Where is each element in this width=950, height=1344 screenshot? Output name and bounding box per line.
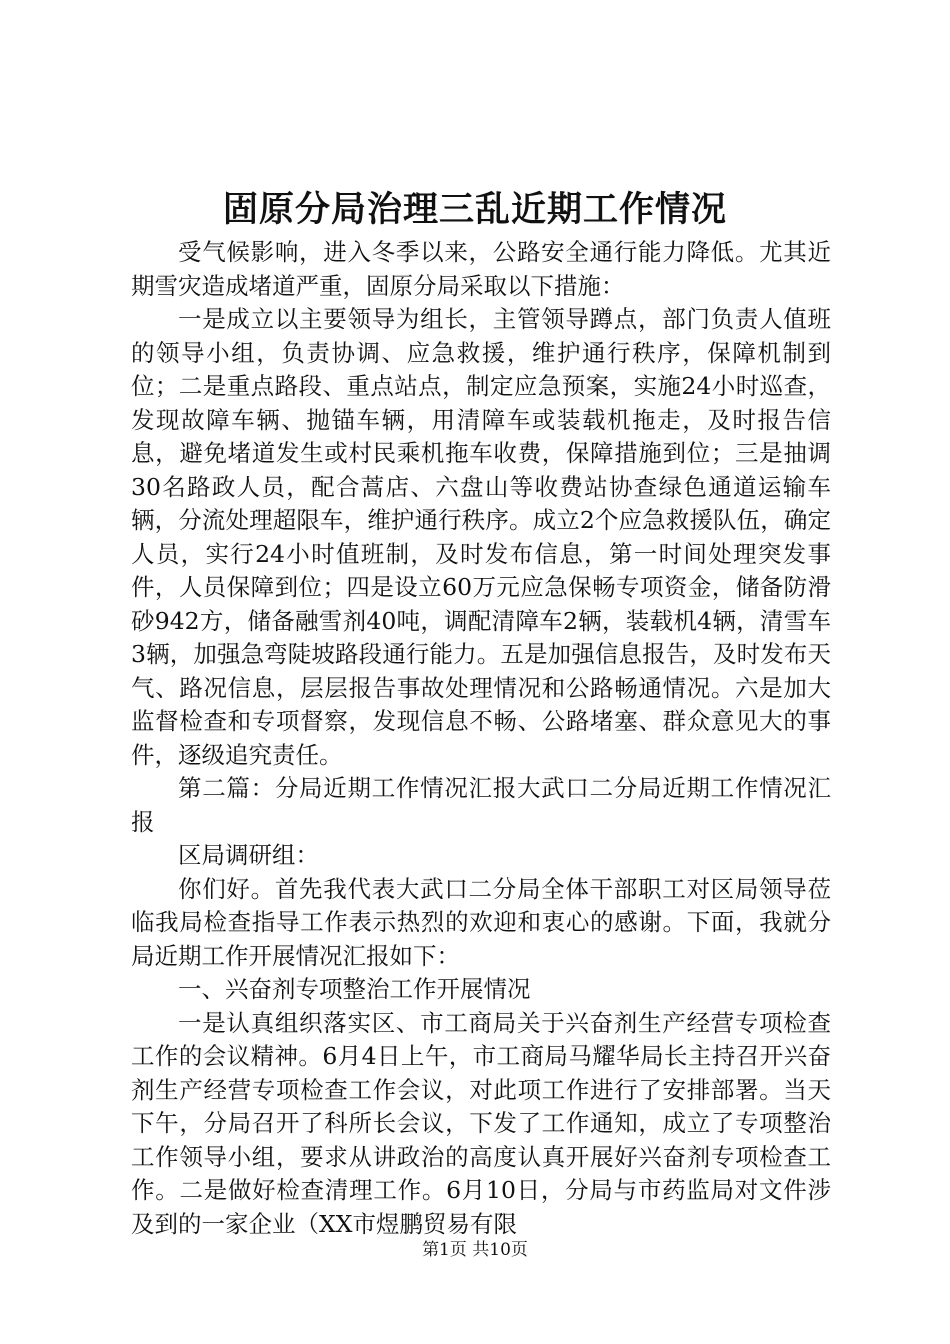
paragraph-greeting: 你们好。首先我代表大武口二分局全体干部职工对区局领导莅临我局检查指导工作表示热烈的欢迎和衷心的感谢。下面，我就分局近期工作开展情况汇报如下： [131,874,831,970]
paragraph-measures: 一是成立以主要领导为组长，主管领导蹲点，部门负责人值班的领导小组，负责协调、应急救援，维护通行秩序，保障机制到位；二是重点路段、重点站点，制定应急预案，实施24小时巡查，发现故障车辆、抛锚车辆，用清障车或装载机拖走，及时报告信息，避免堵道发生或村民乘机拖车收费，保障措施到位；三是抽调30名路政人员，配合蒿店、六盘山等收费站协查绿色通道运输车辆，分流处理超限车，维护通行秩序。成立2个应急救援队伍，确定人员，实行24小时值班制，及时发布信息，第一时间处理突发事件，人员保障到位；四是设立60万元应急保畅专项资金，储备防滑砂942方，储备融雪剂40吨，调配清障车2辆，装载机4辆，清雪车3辆，加强急弯陡坡路段通行能力。五是加强信息报告，及时发布天气、路况信息，层层报告事故处理情况和公路畅通情况。六是加大监督检查和专项督察，发现信息不畅、公路堵塞、群众意见大的事件，逐级追究责任。 [131,305,831,769]
page-number-footer: 第1页 共10页 [422,1240,528,1260]
paragraph-intro: 受气候影响，进入冬季以来，公路安全通行能力降低。尤其近期雪灾造成堵道严重，固原分局采取以下措施： [131,238,831,300]
paragraph-section-body: 一是认真组织落实区、市工商局关于兴奋剂生产经营专项检查工作的会议精神。6月4日上午，市工商局马耀华局长主持召开兴奋剂生产经营专项检查工作会议，对此项工作进行了安排部署。当天下午，分局召开了科所长会议，下发了工作通知，成立了专项整治工作领导小组，要求从讲政治的高度认真开展好兴奋剂专项检查工作。二是做好检查清理工作。6月10日，分局与市药监局对文件涉及到的一家企业（XX市煜鹏贸易有限 [131,1008,831,1238]
paragraph-second-heading: 第二篇：分局近期工作情况汇报大武口二分局近期工作情况汇报 [131,774,831,836]
paragraph-section-heading: 一、兴奋剂专项整治工作开展情况 [178,975,531,1003]
paragraph-salutation: 区局调研组： [178,841,319,869]
document-title: 固原分局治理三乱近期工作情况 [222,189,727,230]
document-body [131,236,831,1241]
